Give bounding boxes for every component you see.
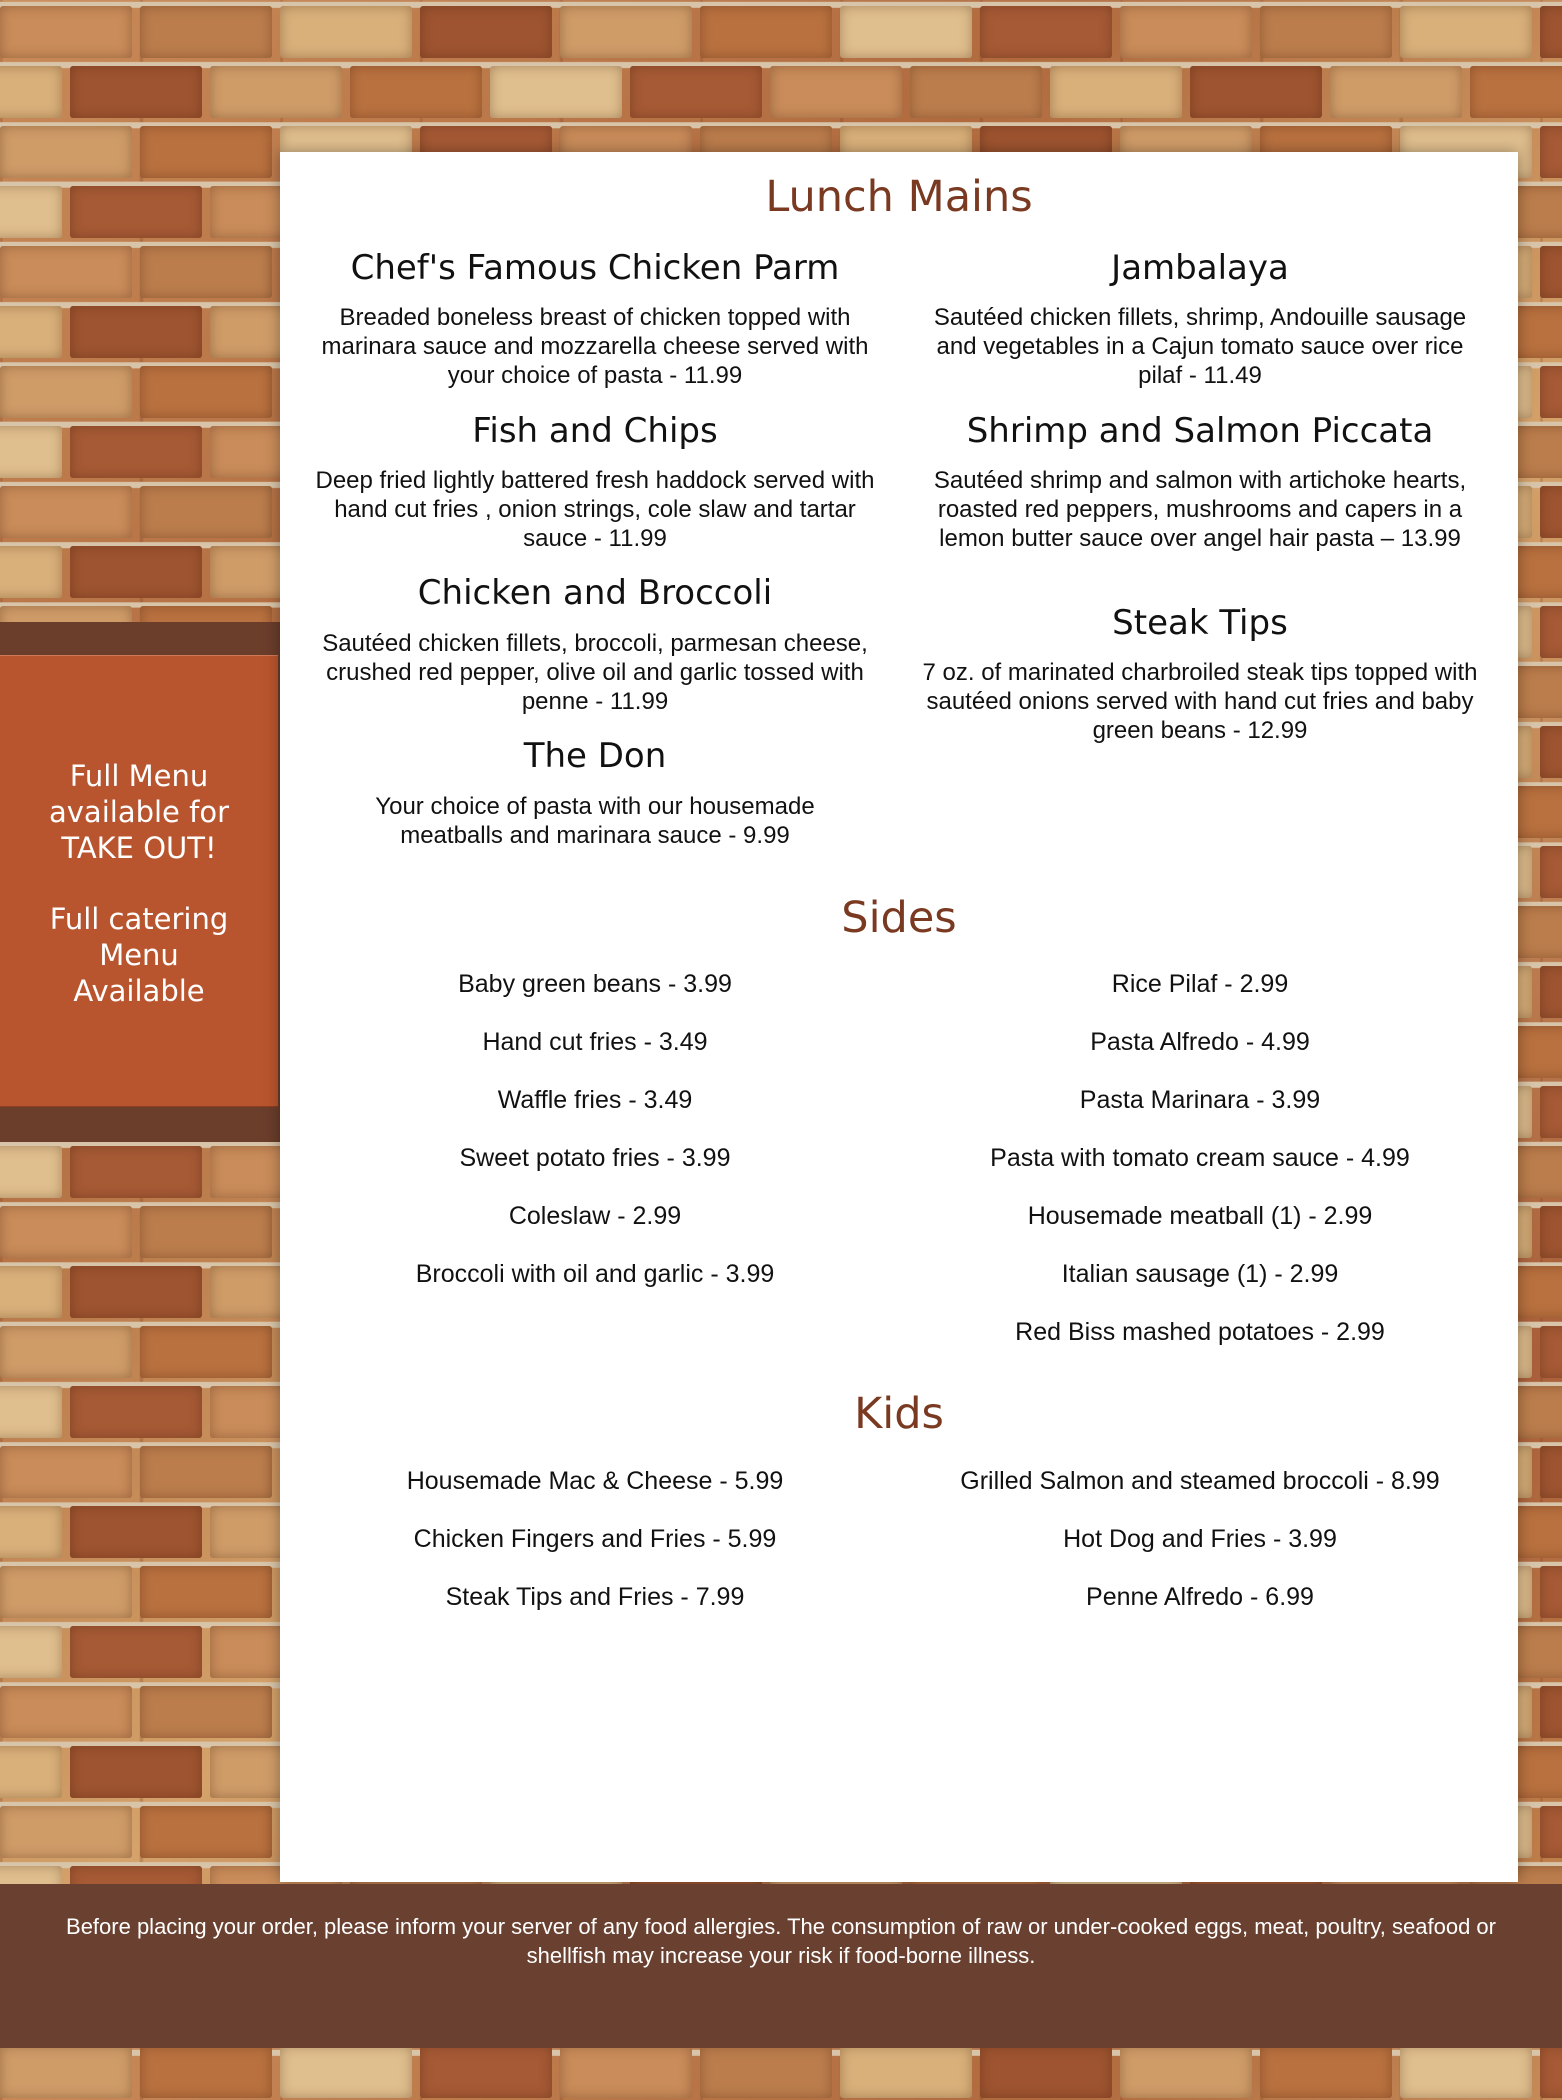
kids-title: Kids	[854, 1389, 944, 1439]
side-item: Housemade meatball (1) - 2.99	[1027, 1202, 1373, 1230]
dish-description: Deep fried lightly battered fresh haddock served with hand cut fries , onion strings, cole slaw and tartar sauce - 11.99	[315, 467, 875, 552]
side-item: Waffle fries - 3.49	[497, 1086, 693, 1114]
dish-description: Your choice of pasta with our housemade meatballs and marinara sauce - 9.99	[375, 793, 815, 849]
dish-description: 7 oz. of marinated charbroiled steak tips topped with sautéed onions served with hand cut fries and baby green beans - 12.99	[922, 659, 1478, 744]
side-item: Sweet potato fries - 3.99	[459, 1144, 731, 1172]
dish-name: Chicken and Broccoli	[417, 573, 773, 613]
side-item: Rice Pilaf - 2.99	[1111, 970, 1289, 998]
dish-description: Breaded boneless breast of chicken topped with marinara sauce and mozzarella cheese served with your choice of pasta - 11.99	[321, 304, 869, 389]
dish-description: Sautéed chicken fillets, broccoli, parmesan cheese, crushed red pepper, olive oil and garlic tossed with penne - 11.99	[322, 630, 868, 715]
dish-name: Shrimp and Salmon Piccata	[966, 411, 1434, 451]
side-item: Pasta Alfredo - 4.99	[1090, 1028, 1310, 1056]
kids-item: Penne Alfredo - 6.99	[1086, 1583, 1314, 1611]
side-item: Coleslaw - 2.99	[508, 1202, 682, 1230]
sides-title: Sides	[841, 893, 957, 943]
dish-name: Jambalaya	[1111, 248, 1289, 288]
catering-notice: Full catering Menu Available	[49, 902, 229, 1008]
dish-description: Sautéed chicken fillets, shrimp, Andouille sausage and vegetables in a Cajun tomato sauce over rice pilaf - 11.49	[933, 304, 1467, 389]
side-item: Italian sausage (1) - 2.99	[1061, 1260, 1339, 1288]
side-item: Pasta with tomato cream sauce - 4.99	[990, 1144, 1410, 1172]
allergy-notice: Before placing your order, please inform your server of any food allergies. The consumption of raw or under-cooked eggs, meat, poultry, seafood or shellfish may increase your risk if food-borne illness.	[66, 1914, 1496, 1968]
kids-item: Chicken Fingers and Fries - 5.99	[413, 1525, 777, 1553]
side-item: Red Biss mashed potatoes - 2.99	[1015, 1318, 1385, 1346]
kids-item: Housemade Mac & Cheese - 5.99	[406, 1467, 784, 1495]
side-item: Pasta Marinara - 3.99	[1079, 1086, 1321, 1114]
side-item: Broccoli with oil and garlic - 3.99	[415, 1260, 775, 1288]
dish-name: Chef's Famous Chicken Parm	[350, 248, 840, 288]
kids-item: Grilled Salmon and steamed broccoli - 8.99	[960, 1467, 1440, 1495]
side-item: Baby green beans - 3.99	[458, 970, 732, 998]
side-item: Hand cut fries - 3.49	[482, 1028, 708, 1056]
kids-item: Steak Tips and Fries - 7.99	[445, 1583, 745, 1611]
dish-name: Steak Tips	[1112, 603, 1288, 643]
takeout-notice: Full Menu available for TAKE OUT!	[49, 759, 229, 865]
lunch-mains-title: Lunch Mains	[765, 172, 1033, 222]
takeout-panel	[0, 655, 278, 1107]
dish-name: Fish and Chips	[472, 411, 718, 451]
dish-description: Sautéed shrimp and salmon with artichoke hearts, roasted red peppers, mushrooms and capers in a lemon butter sauce over angel hair pasta – 13.99	[933, 467, 1467, 552]
kids-item: Hot Dog and Fries - 3.99	[1063, 1525, 1337, 1553]
dish-name: The Don	[523, 736, 667, 776]
